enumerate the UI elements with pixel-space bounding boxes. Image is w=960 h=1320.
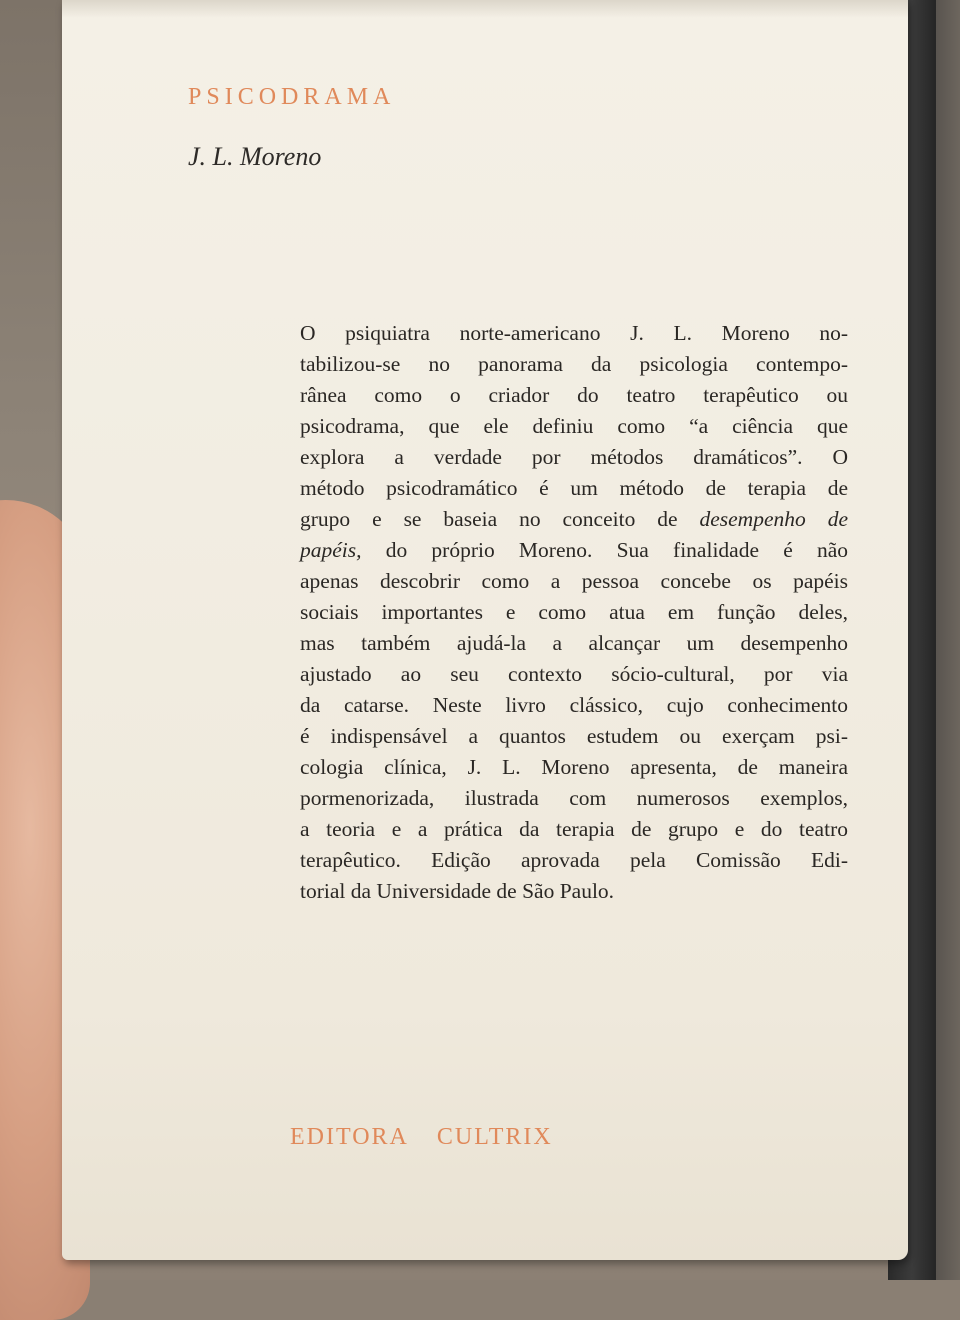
blurb-text-run: terapêutico. Edição aprovada pela Comissão Edi- xyxy=(300,848,848,872)
blurb-line xyxy=(300,597,848,628)
blurb-line xyxy=(300,752,848,783)
blurb-line xyxy=(300,721,848,752)
blurb-text-run: O psiquiatra norte-americano J. L. Moreno no- xyxy=(300,321,848,345)
blurb-text-run: a teoria e a prática da terapia de grupo e do teatro xyxy=(300,817,848,841)
blurb-line xyxy=(300,349,848,380)
blurb-line xyxy=(300,783,848,814)
blurb-italic-text: desempenho de xyxy=(699,507,848,531)
blurb-line xyxy=(300,876,848,907)
publisher-word-cultrix: CULTRIX xyxy=(436,1124,553,1150)
blurb-text-run: tabilizou-se no panorama da psicologia contempo- xyxy=(300,352,848,376)
book-title: PSICODRAMA xyxy=(188,84,396,110)
blurb-text-run: grupo e se baseia no conceito de xyxy=(300,507,700,531)
blurb-text-run: cologia clínica, J. L. Moreno apresenta, de maneira xyxy=(300,755,848,779)
blurb-text-run: mas também ajudá-la a alcançar um desempenho xyxy=(300,631,848,655)
publisher-name xyxy=(290,1124,553,1151)
blurb-line xyxy=(300,566,848,597)
blurb-text-run: torial da Universidade de São Paulo. xyxy=(300,879,615,903)
blurb-text-run: é indispensável a quantos estudem ou exerçam psi- xyxy=(300,724,848,748)
blurb-text-run: da catarse. Neste livro clássico, cujo conhecimento xyxy=(300,693,848,717)
publisher-word-editora: EDITORA xyxy=(290,1124,409,1150)
book-author: J. L. Moreno xyxy=(188,142,322,171)
blurb-text xyxy=(300,318,848,907)
blurb-text-run: pormenorizada, ilustrada com numerosos exemplos, xyxy=(300,786,848,810)
blurb-line xyxy=(300,473,848,504)
blurb-text-run: método psicodramático é um método de terapia de xyxy=(300,476,848,500)
blurb-line xyxy=(300,535,848,566)
blurb-text-run: psicodrama, que ele definiu como “a ciência que xyxy=(300,414,848,438)
blurb-text-run: sociais importantes e como atua em função deles, xyxy=(300,600,848,624)
blurb-line xyxy=(300,504,848,535)
blurb-text-run: do próprio Moreno. Sua finalidade é não xyxy=(361,538,848,562)
blurb-text-run: apenas descobrir como a pessoa concebe os papéis xyxy=(300,569,848,593)
blurb-line xyxy=(300,318,848,349)
blurb-line xyxy=(300,442,848,473)
cover-top-edge xyxy=(62,0,908,18)
blurb-line xyxy=(300,845,848,876)
blurb-text-run: ajustado ao seu contexto sócio-cultural, por via xyxy=(300,662,848,686)
blurb-line xyxy=(300,628,848,659)
blurb-line xyxy=(300,411,848,442)
blurb-line xyxy=(300,380,848,411)
blurb-italic-text: papéis, xyxy=(300,538,362,562)
blurb-line xyxy=(300,659,848,690)
blurb-line xyxy=(300,690,848,721)
blurb-text-run: rânea como o criador do teatro terapêutico ou xyxy=(300,383,848,407)
blurb-text-run: explora a verdade por métodos dramáticos”. O xyxy=(300,445,848,469)
blurb-line xyxy=(300,814,848,845)
